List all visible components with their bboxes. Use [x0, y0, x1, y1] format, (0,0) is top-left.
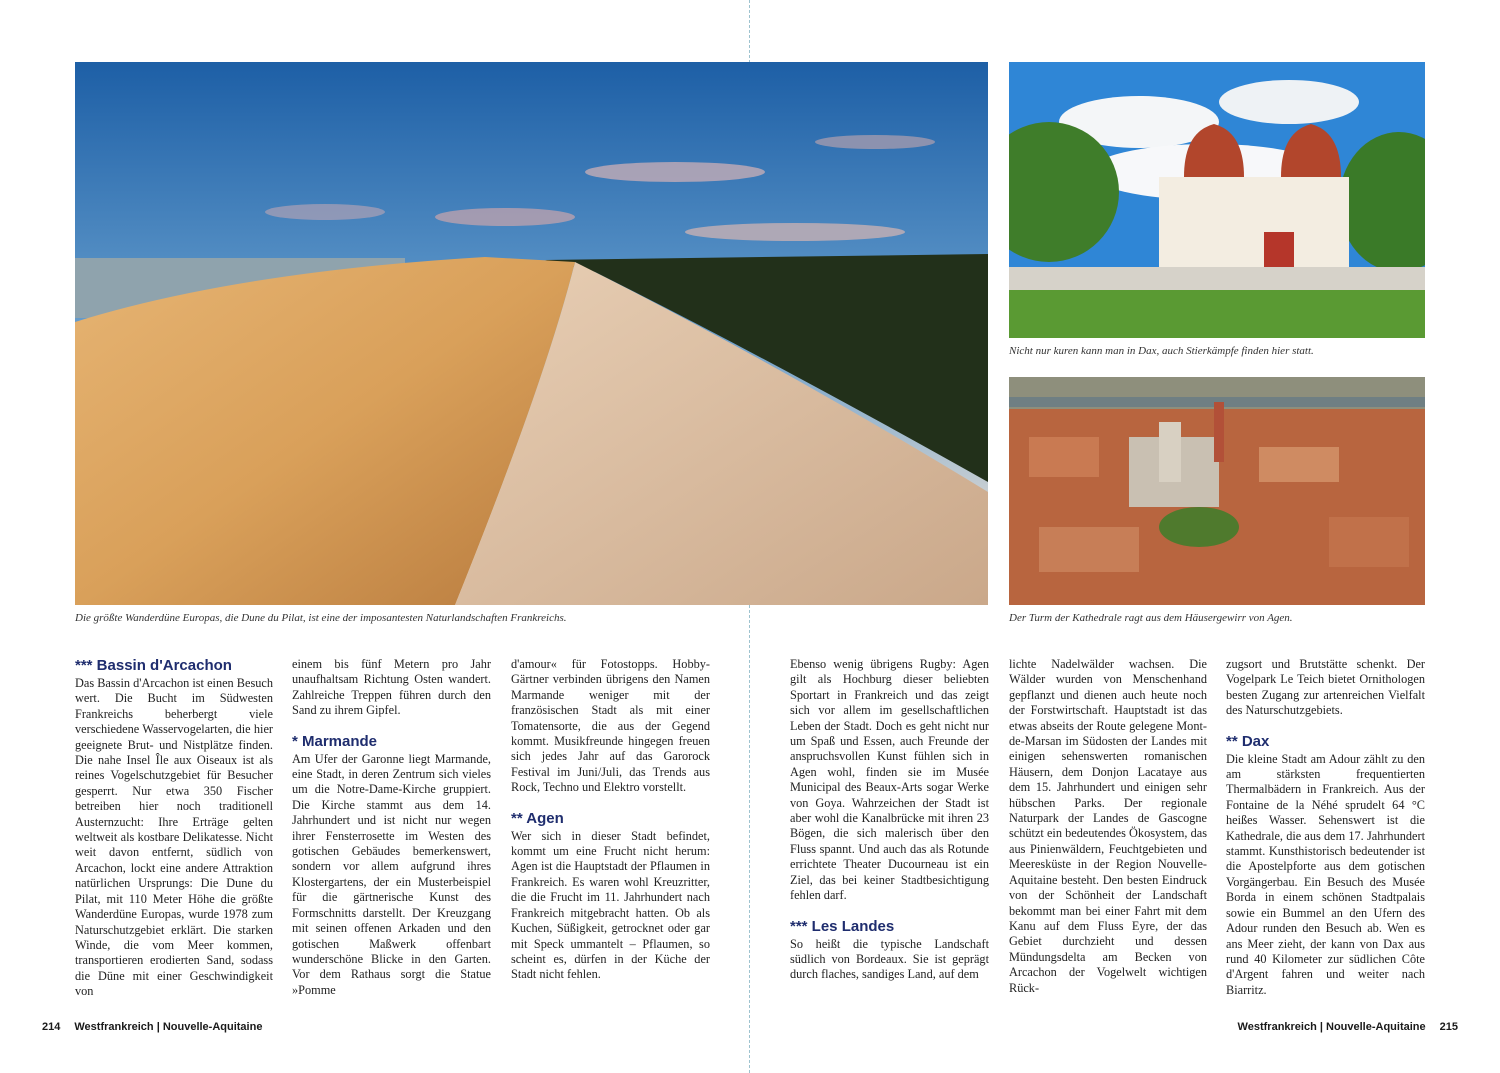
paragraph-dune-continued: einem bis fünf Metern pro Jahr unaufhaltsam Richtung Osten wandert. Zahlreiche Treppen führen durch den Sand zu ihrem Gipfel. — [292, 657, 491, 718]
right-running-head: Westfrankreich | Nouvelle-Aquitaine — [1237, 1021, 1426, 1033]
right-footer — [1238, 1021, 1472, 1033]
heading-les-landes: *** Les Landes — [790, 917, 895, 935]
heading-dax: ** Dax — [1226, 732, 1270, 750]
paragraph-les-landes-end: zugsort und Brutstätte schenkt. Der Vogelpark Le Teich bietet Ornithologen besten Zugang zur artenreichen Vielfalt des Naturschutzgebiets. — [1226, 657, 1425, 718]
paragraph-les-landes: So heißt die typische Landschaft südlich von Bordeaux. Sie ist geprägt durch flaches, sandiges Land, auf dem — [790, 936, 989, 982]
left-footer — [28, 1021, 262, 1033]
left-running-head: Westfrankreich | Nouvelle-Aquitaine — [74, 1021, 263, 1033]
agen-aerial-photo — [1009, 377, 1425, 605]
heading-bassin-arcachon: *** Bassin d'Arcachon — [75, 657, 232, 674]
left-col-2 — [292, 657, 491, 998]
paragraph-bassin-arcachon: Das Bassin d'Arcachon ist einen Besuch wert. Die Bucht im Südwesten Frankreichs beherbergt viele verschiedene Wasservogelarten, die hier geeignete Brut- und Nistplätze finden. Die nahe Insel Île aux Oiseaux ist als reines Vogelschutzgebiet für Besucher gesperrt. Nur etwa 350 Fischer betreiben hier noch traditionell Austernzucht: Ihre Erträge gelten weltweit als kostbare Delikatesse. Nicht weit davon entfernt, südlich von Arcachon, lockt eine andere Attraktion natürlichen Ursprungs: Die Dune du Pilat, mit 110 Meter Höhe die größte Wanderdüne Europas, wurde 1978 zum Naturschutzgebiet erklärt. Die starken Winde, die vom Meer kommen, transportieren erodierten Sand, sodass die Düne mit einer Geschwindigkeit von — [75, 676, 273, 999]
paragraph-agen-continued: Ebenso wenig übrigens Rugby: Agen gilt als Hochburg dieser beliebten Sportart in Frankreich und das zeigt sich vor allem im gesellschaftlichen Leben der Stadt. Doch es geht nicht nur um Spaß und Essen, auch Freunde der anspruchsvollen Kunst fühlen sich in Agen wohl, finden sie im Musée Municipal des Beaux-Arts sogar Werke von Goya. Wahrzeichen der Stadt ist aber wohl die Kanalbrücke mit ihren 23 Bögen, die sich malerisch über den Fluss spannt. Und auch das als Rotunde errichtete Theater Ducourneau ist ein Ziel, das bei keiner Stadtbesichtigung fehlen darf. — [790, 657, 989, 903]
right-col-1 — [790, 657, 989, 983]
right-col-2 — [1009, 657, 1207, 996]
right-page-number: 215 — [1439, 1021, 1458, 1033]
heading-agen: ** Agen — [511, 809, 564, 827]
dax-arena-photo — [1009, 62, 1425, 338]
paragraph-agen: Wer sich in dieser Stadt befindet, kommt um eine Frucht nicht herum: Agen ist die Hauptstadt der Pflaumen in Frankreich. Es waren wohl Kreuzritter, die die Frucht im 11. Jahrhundert nach Frankreich mitgebracht hatten. Ob als Kuchen, Süßigkeit, getrocknet oder gar mit Speck ummantelt – Pflaumen, so scheint es, dürfen in der Küche der Stadt nicht fehlen. — [511, 828, 710, 982]
left-col-3 — [511, 657, 710, 983]
heading-marmande: * Marmande — [292, 732, 378, 750]
right-col-3 — [1226, 657, 1425, 998]
paragraph-marmande: Am Ufer der Garonne liegt Marmande, eine Stadt, in deren Zentrum sich vieles um die Notre-Dame-Kirche gruppiert. Die Kirche stammt aus dem 14. Jahrhundert und ist nicht nur wegen ihrer Fensterrosette im Westen des gotischen Gebäudes bemerkenswert, sondern vor allem aufgrund ihres Klostergartens, der ein Musterbeispiel für die gärtnerische Kunst des Formschnitts darstellt. Der Kreuzgang mit seinen offenen Arkaden und den gotischen Maßwerk offenbart wunderschöne Blicke in den Garten. Vor dem Rathaus sorgt die Statue »Pomme — [292, 751, 491, 997]
dune-photo — [75, 62, 988, 605]
left-col-1 — [75, 655, 273, 1000]
agen-caption: Der Turm der Kathedrale ragt aus dem Häusergewirr von Agen. — [1009, 612, 1293, 624]
paragraph-marmande-continued: d'amour« für Fotostopps. Hobby-Gärtner verbinden übrigens den Namen Marmande weniger mit der französischen Stadt als mit einer Tomatensorte, die aus der Gegend kommt. Musikfreunde hingegen freuen sich jedes Jahr auf das Garorock Festival im Juni/Juli, das Trends aus Rock, Techno und Elektro vorstellt. — [511, 657, 710, 795]
dax-caption: Nicht nur kuren kann man in Dax, auch Stierkämpfe finden hier statt. — [1009, 345, 1314, 357]
paragraph-dax: Die kleine Stadt am Adour zählt zu den am stärksten frequentierten Thermalbädern in Frankreich. Aus der Fontaine de la Néhé sprudelt 64 °C heißes Wasser. Sehenswert ist die Kathedrale, die aus dem 17. Jahrhundert stammt. Kunsthistorisch bedeutender ist die Apostelpforte aus dem gotischen Vorgängerbau. Ein Besuch des Musée Borda in einem schönen Stadtpalais sowie ein Bummel an den Ufern des Adour runden den Besuch ab. Wen es ans Meer zieht, der kann von Dax aus rund 40 Kilometer zur südlichen Côte d'Argent fahren und weiter nach Biarritz. — [1226, 751, 1425, 997]
paragraph-les-landes-continued: lichte Nadelwälder wachsen. Die Wälder wurden von Menschenhand gepflanzt und dienen auch heute noch der Forstwirtschaft. Hauptstadt ist das etwas abseits der Route gelegene Mont-de-Marsan im Südosten der Landes mit einigen sehenswerten romanischen Häusern, dem Donjon Lacataye aus dem 15. Jahrhundert und einigen sehr hübschen Parks. Der regionale Naturpark der Landes de Gascogne schützt ein bedeutendes Ökosystem, das aus Pinienwäldern, Feuchtgebieten und Meeresküste in der Region Nouvelle-Aquitaine besteht. Den besten Eindruck von der Schönheit der Landschaft bekommt man bei einer Fahrt mit dem Kanu auf dem Fluss Eyre, der das Gebiet durchzieht und dessen Mündungsdelta am Becken von Arcachon der Vogelwelt wichtigen Rück- — [1009, 657, 1207, 995]
left-page-number: 214 — [42, 1021, 61, 1033]
dune-caption: Die größte Wanderdüne Europas, die Dune du Pilat, ist eine der imposantesten Naturlandschaften Frankreichs. — [75, 612, 567, 624]
